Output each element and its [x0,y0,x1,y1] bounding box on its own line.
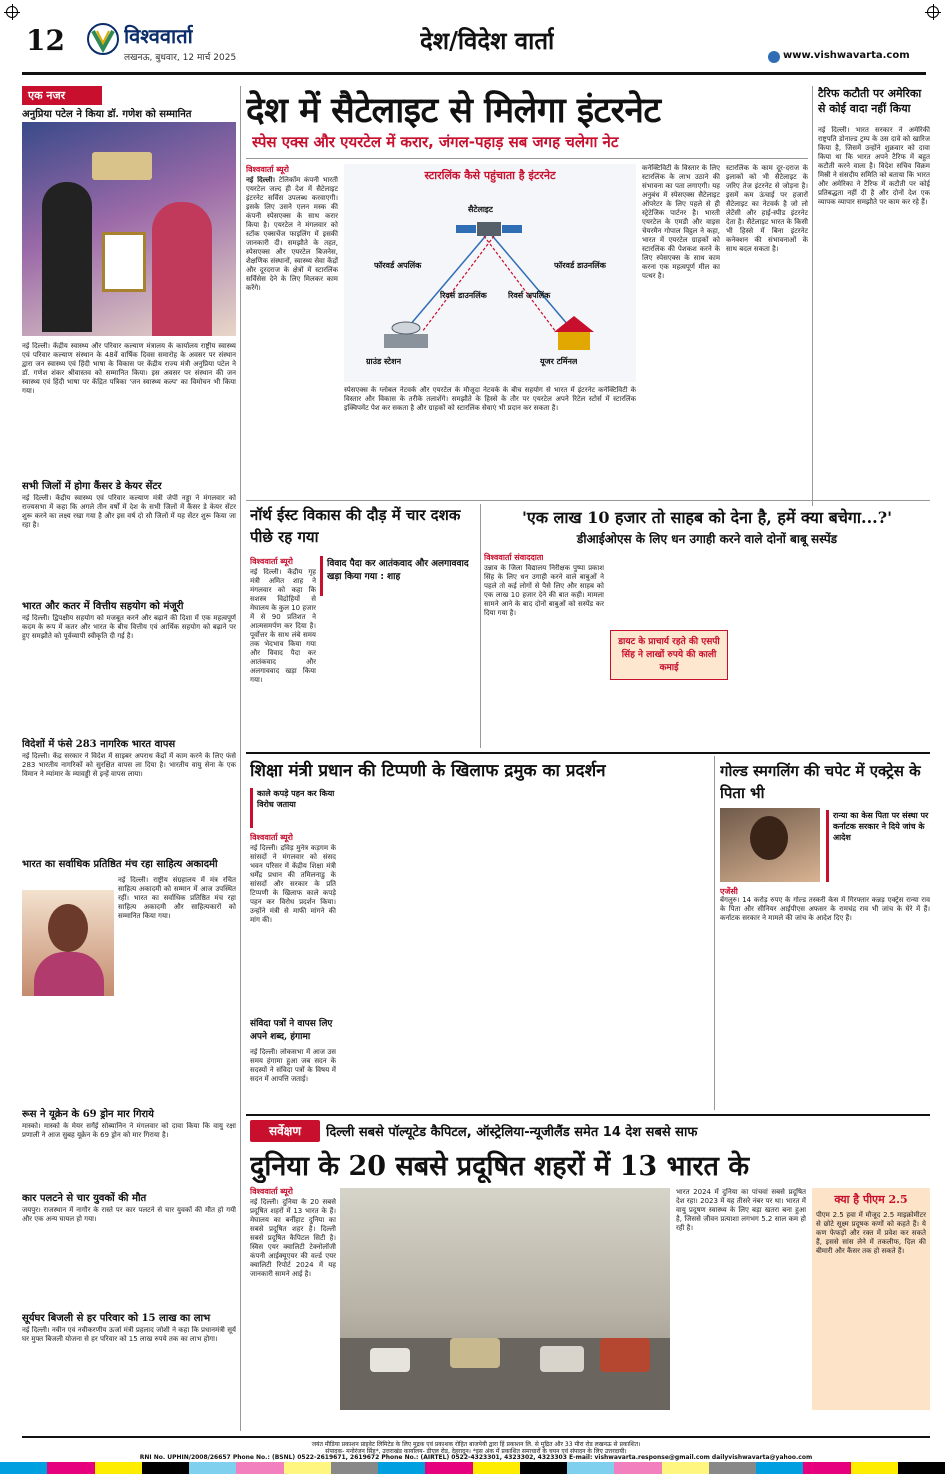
smog-photo [340,1188,670,1410]
section-title: देश/विदेश वार्ता [420,26,555,55]
northeast-headline: नॉर्थ ईस्ट विकास की दौड़ में चार दशक पीछे रह गया [250,506,461,546]
footer-line1: जयंत मीडिया प्रकाशन प्राइवेट लिमिटेड के लिए मुद्रक एवं प्रकाशक रोहित बाजपेयी द्वारा हिं प्रकाशन लि. से मुद्रित और 33 मीरा रोड लखनऊ से प्रकाशित। [311,1441,641,1448]
northeast-quote: विवाद पैदा कर आतंकवाद और अलगाववाद खड़ा किया गया : शाह [320,556,476,596]
house-icon [554,316,594,350]
pollution-headline: दुनिया के 20 सबसे प्रदूषित शहरों में 13 भारत के [250,1151,750,1182]
dmk-body: नई दिल्ली। द्रविड़ मुनेत्र कड़गम के सांसदों ने मंगलवार को संसद भवन परिसर में केंद्रीय शिक्षा मंत्री धर्मेंद्र प्रधान की तमिलनाडु के सांसदों और सरकार के प्रति टिप्पणी के खिलाफ काले कपड़े पहन कर विरोध प्रदर्शन किया। उन्होंने मंत्री से माफी मांगने की मांग की। [250,844,336,924]
ek-nazar-column [22,86,236,1431]
lead-body-1: नई दिल्ली। टेलिकॉम कंपनी भारती एयरटेल जल्द ही देश में सैटेलाइट इंटरनेट सर्विस उपलब्ध करवाएगी। इसके लिए उसने एलन मस्क की कंपनी स्पेसएक्स के साथ करार किया है। एयरटेल ने मंगलवार को स्टॉक एक्सचेंज फाइलिंग में इसकी जानकारी दी। समझौते के तहत, स्पेसएक्स और एयरटेल बिजनेस, शैक्षणिक संस्थानों, स्वास्थ्य सेवा केंद्रों और दूरदराज के क्षेत्रों में स्टारलिंक सर्विसेस देने के लिए मिलकर काम करेंगे। [246,176,338,292]
lead-body-2: स्पेसएक्स के ग्लोबल नेटवर्क और एयरटेल के मौजूदा नेटवर्क के बीच सहयोग से भारत में इंटरनेट कनेक्टिविटी के विस्तार और विकास के तरीके तलाशेंगे। समझौते के हिस्से के तौर पर एयरटेल अपने रिटेल स्टोर्स में स्टारलिंक इक्विपमेंट पेश कर सकता है और ग्राहकों को स्टारलिंक सेवाएं भी प्रदान कर सकता है। [344,386,636,412]
gold-quote: रान्या का केस पिता पर संस्था पर कर्नाटक सरकार ने दिये जांच के आदेश [826,810,930,882]
samvidha-headline: संविदा पत्रों ने वापस लिए अपने शब्द, हंगामा [250,1019,333,1042]
story4-body: नई दिल्ली। केंद्र सरकार ने विदेश में साइबर अपराध केंद्रों में काम करने के लिए फंसे 283 भारतीय नागरिकों को सुरक्षित वापस ला दिया है। भारतीय वायु सेना के एक विमान ने म्यांमार के म्यावड्डी से इन्हें वापस लाया। [22,752,236,778]
northeast-byline: विश्ववार्ता ब्यूरो [250,557,293,566]
tariff-body: नई दिल्ली। भारत सरकार ने अमेरिकी राष्ट्रपति डोनाल्ड ट्रम्प के उस दावे को खारिज किया है, जिसमें उन्होंने शुक्रवार को दावा किया था कि भारत अपने टैरिफ में बहुत कटौती करने वाला है। विदेश सचिव विक्रम मिस्री ने संसदीय समिति को बताया कि भारत और अमेरिका ने टैरिफ में कटौती पर कोई प्रतिबद्धता नहीं दी है और दोनों देश एक व्यापक व्यापार समझौते पर काम कर रहे हैं। [818,126,930,206]
gold-headline: गोल्ड स्मगलिंग की चपेट में एक्ट्रेस के पिता भी [720,762,921,802]
ek-nazar-label: एक नजर [22,86,102,105]
story2-headline: सभी जिलों में होगा कैंसर डे केयर सेंटर [22,481,162,492]
label-forward-downlink: फॉरवर्ड डाउनलिंक [554,261,606,270]
story5-body: नई दिल्ली। राष्ट्रीय संग्रहालय में मंत्र रचित साहित्य अकादमी को सम्मान में आज उपस्थित रहीं। भारत का सर्वाधिक प्रतिष्ठित मंच रहा साहित्य अकादमी और साहित्यकारों को सम्मानित किया गया। [118,876,236,920]
bribe-body-col2 [610,564,728,624]
paper-name: विश्ववार्ता [124,24,193,48]
dmk-headline: शिक्षा मंत्री प्रधान की टिप्पणी के खिलाफ द्रमुक का प्रदर्शन [250,761,606,781]
northeast-body-cont [320,600,476,748]
bribe-subhead: डीआईओएस के लिए धन उगाही करने वाले दोनों बाबू सस्पेंड [576,532,838,546]
northeast-body: नई दिल्ली। केंद्रीय गृह मंत्री अमित शाह ने मंगलवार को कहा कि सशस्त्र विद्रोहियों से मेघालय के कुल 10 हजार में से 90 प्रतिशत ने आत्मसमर्पण कर दिया है। पूर्वोत्तर के साथ लंबे समय तक भेदभाव किया गया और विवाद पैदा कर आतंकवाद और अलगाववाद खड़ा किया गया। [250,568,316,684]
pm-box [812,1188,930,1410]
lead-headline: देश में सैटेलाइट से मिलेगा इंटरनेट [246,90,661,131]
bribe-body: उन्नाव के जिला विद्यालय निरीक्षक पुष्पा प्रकाश सिंह के लिए धन उगाही करने वाले बाबुओं ने पहले तो कई लोगों से पैसे लिए और साहब को एक लाख 10 हजार देने की बात कही। मामला सामने आने के बाद दोनों बाबुओं को सस्पेंड कर दिया गया है। [484,564,604,617]
label-reverse-uplink: रिवर्स अपलिंक [508,291,551,300]
diagram-title: स्टारलिंक कैसे पहुंचाता है इंटरनेट [424,169,556,182]
satellite-icon [456,222,522,236]
registration-mark [6,6,18,18]
tariff-story [818,86,930,506]
label-reverse-downlink: रिवर्स डाउनलिंक [440,291,487,300]
lead-dateline: नई दिल्ली। [246,176,276,184]
bribe-headline: 'एक लाख 10 हजार तो साहब को देना है, हमें क्या बचेगा...?' [521,508,893,527]
dmk-quote: काले कपड़े पहन कर किया विरोध जताया [250,788,336,828]
story6-body: मास्को। मास्को के मेयर सर्गेई सोब्यानिन ने मंगलवार को दावा किया कि वायु रक्षा प्रणाली ने आज सुबह यूक्रेन के 69 ड्रोन को मार गिराया है। [22,1122,236,1139]
dmk-byline: विश्ववार्ता ब्यूरो [250,833,293,842]
samvidha-body: नई दिल्ली। लोकसभा में आज उस समय हंगामा हुआ जब सदन के सदस्यों ने संविदा पत्रों के विषय में सदन में आपत्ति जताई। [250,1048,336,1083]
pollution-kicker: दिल्ली सबसे पॉल्यूटेड कैपिटल, ऑस्ट्रेलिया-न्यूजीलैंड समेत 14 देश सबसे साफ [326,1125,698,1140]
lead-subhead: स्पेस एक्स और एयरटेल में करार, जंगल-पहाड़ सब जगह चलेगा नेट [252,133,619,151]
footer [22,1440,930,1462]
label-satellite: सैटेलाइट [468,205,493,214]
story5-headline: भारत का सर्वाधिक प्रतिष्ठित मंच रहा साहित्य अकादमी [22,859,218,870]
author-photo [22,890,114,996]
dateline: लखनऊ, बुधवार, 12 मार्च 2025 [124,53,237,63]
color-bar [0,1462,945,1474]
diagram-graphic [344,164,636,382]
gold-body: बेंगलुरु। 14 करोड़ रुपए के गोल्ड तस्करी केस में गिरफ्तार कन्नड़ एक्ट्रेस रान्या राव के पिता और सीनियर आईपीएस अफसर के रामचंद्र राव भी जांच के घेरे में हैं। कर्नाटक सरकार ने मामले की जांच के आदेश दिए हैं। [720,896,930,922]
bribe-callout: डायट के प्राचार्य रहते की एसपी सिंह ने लाखों रुपये की काली कमाई [610,630,728,680]
gold-photo [720,808,820,882]
pollution-body: नई दिल्ली। दुनिया के 20 सबसे प्रदूषित शहरों में 13 भारत के हैं। मेघालय का बर्नीहाट दुनिया का सबसे प्रदूषित शहर है। दिल्ली सबसे प्रदूषित कैपिटल सिटी है। स्विस एयर क्वालिटी टेक्नोलॉजी कंपनी आईक्यूएयर की वर्ल्ड एयर क्वालिटी रिपोर्ट 2024 में यह जानकारी सामने आई है। [250,1198,336,1278]
label-ground-station: ग्राउंड स्टेशन [366,357,402,366]
story3-body: नई दिल्ली। द्विपक्षीय सहयोग को मजबूत करने और बढ़ाने की दिशा में एक महत्वपूर्ण कदम के रूप में कतर और भारत के बीच वित्तीय एवं आर्थिक सहयोग को बढ़ाने पर हुए समझौते को पूर्वव्यापी स्वीकृति दी गई है। [22,614,236,640]
pollution-byline: विश्ववार्ता ब्यूरो [250,1187,293,1196]
story3-headline: भारत और कतर में वित्तीय सहयोग को मंजूरी [22,601,184,612]
masthead [0,20,945,72]
tariff-headline: टैरिफ कटौती पर अमेरिका से कोई वादा नहीं किया [818,87,922,115]
story2-body: नई दिल्ली। केंद्रीय स्वास्थ्य एवं परिवार कल्याण मंत्री जेपी नड्डा ने मंगलवार को राज्यसभा में कहा कि अगले तीन वर्षों में देश के सभी जिलों में कैंसर डे केयर सेंटर शुरू करने का लक्ष्य रखा गया है और इस वर्ष दो सौ जिलों में यह सेंटर शुरू किया जा रहा है। [22,494,236,529]
logo-icon [86,22,120,56]
footer-line3: RNI No. UPHIN/2008/26657 Phone No.: (BSNL) 0522-2619671, 2619672 Phone No.: (AIRTEL) 0522-4323301, 4323302, 4323303 E-mail: vishwavarta.response@gmail.com dailyvishwavarta@yahoo.com [139,1454,813,1461]
registration-mark [927,6,939,18]
gold-byline: एजेंसी [720,887,738,896]
story8-body: नई दिल्ली। नवीन एवं नवीकरणीय ऊर्जा मंत्री प्रहलाद जोशी ने कहा कि प्रधानमंत्री सूर्य घर मुफ्त बिजली योजना से हर परिवार को 15 लाख रुपये तक का लाभ होगा। [22,1326,236,1343]
footer-line2: संपादक- मनोरंजन सिंह*, उत्तराखंड कार्यालय- डीएल रोड, देहरादून। *इस अंक में प्रकाशित समाचारों के चयन एवं संपादन के लिए उत्तरदायी। [325,1448,627,1455]
story1-body: नई दिल्ली। केंद्रीय स्वास्थ्य और परिवार कल्याण मंत्रालय के कार्यालय राष्ट्रीय स्वास्थ्य एवं परिवार कल्याण संस्थान के 48वें वार्षिक दिवस समारोह के अवसर पर संस्थान द्वारा जन स्वास्थ्य एवं हिंदी भाषा के विकास पर केंद्रीय राज्य मंत्री अनुप्रिया पटेल ने डॉ. गणेश शंकर श्रीवास्तव को सम्मानित किया। इस अवसर पर संस्थान की जन स्वास्थ्य एवं हिंदी भाषा पर केंद्रित पत्रिका 'जन स्वास्थ्य कल्प' का विमोचन भी किया गया। [22,342,236,395]
survey-label: सर्वेक्षण [250,1120,320,1142]
story8-headline: सूर्यघर बिजली से हर परिवार को 15 लाख का लाभ [22,1313,211,1324]
pm-box-title: क्या है पीएम 2.5 [834,1193,908,1206]
story1-headline: अनुप्रिया पटेल ने किया डॉ. गणेश को सम्मानित [22,109,192,120]
lead-body-4: स्टारलिंक के काम दूर-दराज के इलाकों को भी सैटेलाइट के जरिए तेज इंटरनेट से जोड़ना है। इसमें कम ऊंचाई पर हजारों सैटेलाइट का नेटवर्क है जो लो लेटेंसी और हाई-स्पीड इंटरनेट देता है। सैटेलाइट भारत के किसी भी हिस्से में बिना इंटरनेट कनेक्शन की संभावनाओं के साथ बदल सकता है। [726,164,808,253]
pm-box-body: पीएम 2.5 हवा में मौजूद 2.5 माइक्रोमीटर से छोटे सूक्ष्म प्रदूषक कणों को कहते हैं। ये कण फेफड़ों और रक्त में प्रवेश कर सकते हैं, इससे सांस लेने में तकलीफ, दिल की बीमारी और कैंसर तक हो सकते हैं। [816,1211,926,1255]
story7-headline: कार पलटने से चार युवकों की मौत [22,1193,147,1204]
page-number: 12 [26,24,65,57]
globe-icon [768,51,780,63]
starlink-diagram [344,164,636,382]
pollution-body-2: भारत 2024 में दुनिया का पांचवां सबसे प्रदूषित देश रहा। 2023 में यह तीसरे नंबर पर था। भारत में वायु प्रदूषण स्वास्थ्य के लिए बड़ा खतरा बना हुआ है, जिससे जीवन प्रत्याशा लगभग 5.2 साल कम हो रही है। [676,1188,806,1232]
bribe-body-col3 [734,564,930,748]
lead-body-3: कनेक्टिविटी के विस्तार के लिए स्टारलिंक के लाभ उठाने की संभावना का पता लगाएगी। यह अनुबंध में स्पेसएक्स सैटेलाइट ऑपरेटर के लिए पहले से ही स्ट्रेटेजिक पार्टनर है। भारती एयरटेल के एमडी और वाइस चेयरमैन गोपाल विट्ठल ने कहा, भारत में एयरटेल ग्राहकों को स्टारलिंक की पेशकश करने के लिए स्पेसएक्स के साथ काम करना एक महत्वपूर्ण मील का पत्थर है। [642,164,720,280]
story6-headline: रूस ने यूक्रेन के 69 ड्रोन मार गिराये [22,1109,154,1120]
lead-byline: विश्ववार्ता ब्यूरो [246,165,289,174]
bribe-byline: विश्ववार्ता संवाददाता [484,553,544,562]
label-forward-uplink: फॉरवर्ड अपलिंक [374,261,422,270]
ground-station-icon [384,322,428,348]
award-photo [22,122,236,336]
dmk-body-cont [340,788,710,1110]
story4-headline: विदेशों में फंसे 283 नागरिक भारत वापस [22,739,176,750]
label-user-terminal: यूजर टर्मिनल [540,357,578,366]
story7-body: जयपुर। राजस्थान में नागौर के रास्ते पर कार पलटने से चार युवकों की मौत हो गयी और एक अन्य घायल हो गया। [22,1206,236,1223]
website-link[interactable]: www.vishwavarta.com [783,50,910,61]
